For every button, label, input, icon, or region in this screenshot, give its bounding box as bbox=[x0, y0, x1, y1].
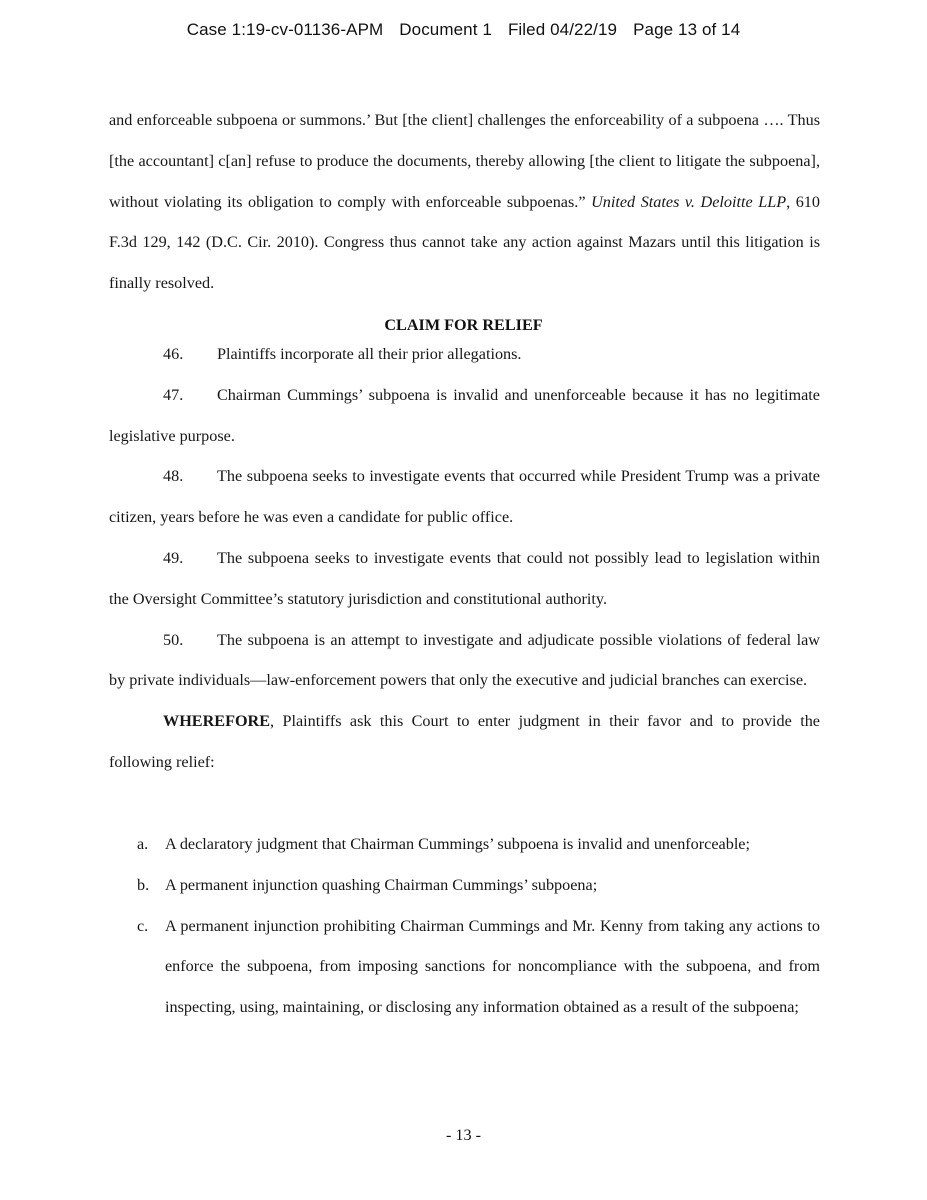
paragraph-47 bbox=[109, 375, 820, 457]
paragraph-text: Plaintiffs incorporate all their prior allegations. bbox=[217, 345, 522, 363]
relief-letter: c. bbox=[137, 916, 149, 935]
relief-item-c bbox=[137, 906, 820, 1028]
case-number: Case 1:19-cv-01136-APM bbox=[186, 20, 384, 39]
paragraph-46 bbox=[109, 334, 820, 375]
paragraph-number: 46. bbox=[163, 345, 184, 363]
paragraph-49 bbox=[109, 538, 820, 620]
relief-text: A permanent injunction quashing Chairman Cummings’ subpoena; bbox=[165, 875, 598, 894]
relief-text: A permanent injunction prohibiting Chairman Cummings and Mr. Kenny from taking any actions to enforce the subpoena, from imposing sanctions for noncompliance with the subpoena, and from inspecting, using, maintaining, or disclosing any information obtained as a result of the subpoena; bbox=[165, 916, 820, 1017]
page-number-footer: - 13 - bbox=[445, 1126, 482, 1144]
paragraph-number: 48. bbox=[163, 467, 184, 486]
wherefore-paragraph bbox=[109, 701, 820, 783]
relief-list bbox=[137, 824, 820, 1028]
paragraph-number: 49. bbox=[163, 548, 184, 567]
page-of-total: Page 13 of 14 bbox=[633, 20, 741, 39]
wherefore-label: WHEREFORE bbox=[163, 712, 271, 731]
paragraph-text: Chairman Cummings’ subpoena is invalid and unenforceable because it has no legitimate legislative purpose. bbox=[109, 385, 820, 445]
relief-item-b bbox=[137, 865, 820, 906]
claim-for-relief-heading: CLAIM FOR RELIEF bbox=[384, 316, 543, 334]
relief-item-a bbox=[137, 824, 820, 865]
paragraph-48 bbox=[109, 456, 820, 538]
paragraph-number: 50. bbox=[163, 630, 184, 649]
paragraph-text: The subpoena seeks to investigate events that could not possibly lead to legislation within the Oversight Committee’s statutory jurisdiction and constitutional authority. bbox=[109, 548, 820, 608]
intro-text-part-2: , 610 F.3d 129, 142 (D.C. Cir. 2010). Congress thus cannot take any action against Mazars until this litigation is finally resolved. bbox=[109, 192, 820, 293]
intro-text bbox=[109, 100, 820, 304]
relief-letter: b. bbox=[137, 875, 150, 894]
relief-text: A declaratory judgment that Chairman Cummings’ subpoena is invalid and unenforceable; bbox=[165, 835, 750, 853]
paragraph-text: The subpoena is an attempt to investigate and adjudicate possible violations of federal law by private individuals—law-enforcement powers that only the executive and judicial branches can exercise. bbox=[109, 630, 820, 690]
paragraph-number: 47. bbox=[163, 385, 184, 404]
numbered-paragraphs bbox=[109, 334, 820, 783]
document-number: Document 1 bbox=[399, 20, 492, 39]
paragraph-text: The subpoena seeks to investigate events that occurred while President Trump was a private citizen, years before he was even a candidate for public office. bbox=[109, 467, 820, 527]
filed-date: Filed 04/22/19 bbox=[507, 20, 618, 39]
wherefore-text: , Plaintiffs ask this Court to enter judgment in their favor and to provide the following relief: bbox=[109, 712, 820, 771]
case-citation: United States v. Deloitte LLP bbox=[591, 192, 787, 211]
paragraph-50 bbox=[109, 620, 820, 702]
relief-letter: a. bbox=[137, 835, 149, 853]
intro-paragraph bbox=[109, 100, 820, 304]
intro-text-part-1: and enforceable subpoena or summons.’ But [the client] challenges the enforceability of a subpoena …. Thus [the accountant] c[an] refuse to produce the documents, thereby allowing [the client to litigate the subpoena], without violating its obligation to comply with enforceable subpoenas.” bbox=[109, 111, 820, 211]
court-filing-header bbox=[0, 20, 927, 40]
